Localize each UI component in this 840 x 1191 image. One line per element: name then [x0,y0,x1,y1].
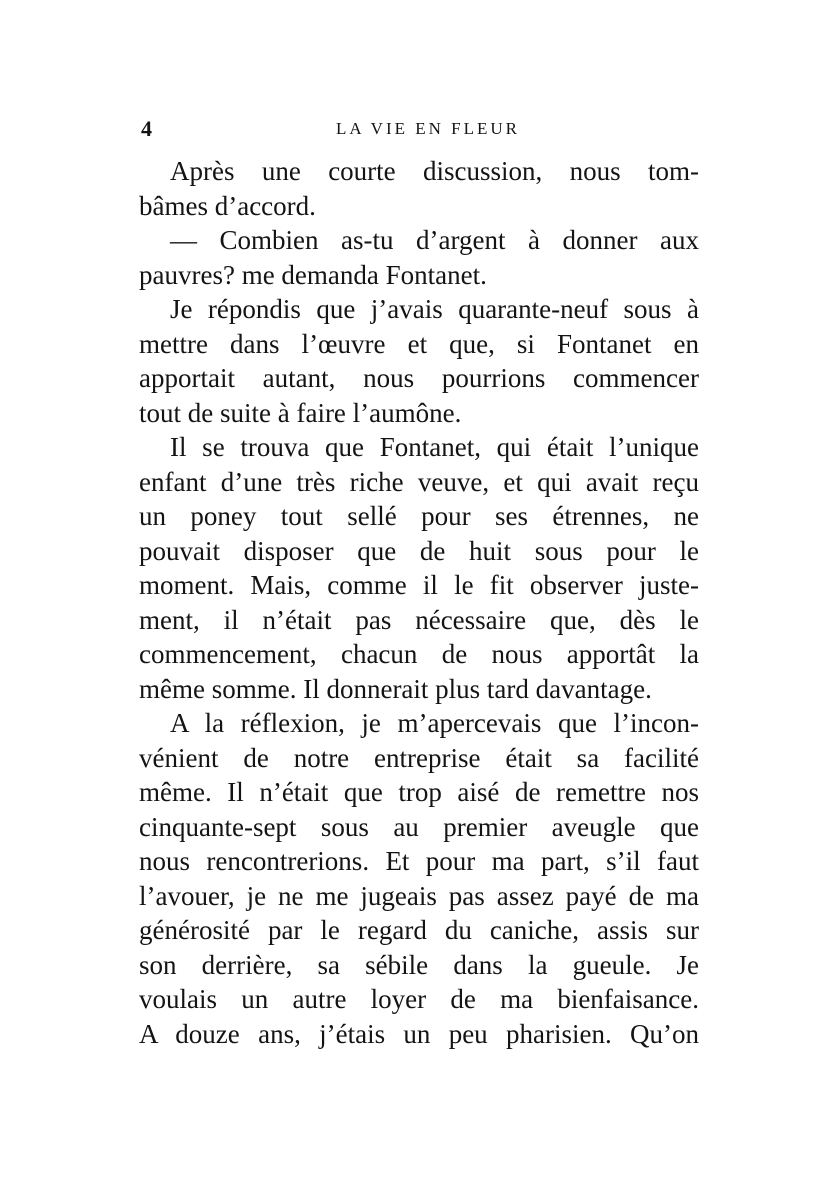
text-line: Je répondis que j’avais quarante-neuf sous à [170,294,699,324]
text-line: générosité par le regard du caniche, assis sur [139,915,699,945]
book-title: LA VIE EN FLEUR [336,119,520,138]
text-line: même somme. Il donnerait plus tard davantage. [139,673,652,704]
text-line: enfant d’une très riche veuve, et qui avait reçu [139,466,699,497]
text-line: Après une courte discussion, nous tom- [170,156,699,186]
text-line: commencement, chacun de nous apportât la [139,639,699,669]
text-line: A douze ans, j’étais un peu pharisien. Qu’on [139,1018,699,1049]
running-head [141,114,701,144]
text-line: pauvres? me demanda Fontanet. [139,259,487,290]
text-line: A la réflexion, je m’apercevais que l’incon- [170,708,699,738]
text-line: vénient de notre entreprise était sa facilité [139,742,699,773]
text-line: son derrière, sa sébile dans la gueule. Je [139,949,699,980]
text-line: Il se trouva que Fontanet, qui était l’unique [170,432,699,462]
text-line: pouvait disposer que de huit sous pour le [139,535,699,566]
text-line: moment. Mais, comme il le fit observer juste- [139,570,699,600]
text-line: même. Il n’était que trop aisé de remettre nos [139,777,699,807]
page-number: 4 [141,116,152,141]
text-line: ment, il n’était pas nécessaire que, dès le [139,604,699,635]
text-line: mettre dans l’œuvre et que, si Fontanet en [139,328,699,359]
text-line: un poney tout sellé pour ses étrennes, ne [139,501,699,531]
text-line: nous rencontrerions. Et pour ma part, s’il faut [139,846,699,876]
text-line: tout de suite à faire l’aumône. [139,397,462,428]
text-line: bâmes d’accord. [139,190,316,221]
text-line: apportait autant, nous pourrions commencer [139,363,699,393]
text-line: — Combien as-tu d’argent à donner aux [170,225,699,255]
body-text [139,154,699,1051]
text-line: cinquante-sept sous au premier aveugle que [139,811,699,842]
text-line: voulais un autre loyer de ma bienfaisance. [139,984,699,1014]
text-line: l’avouer, je ne me jugeais pas assez payé de ma [139,880,699,911]
